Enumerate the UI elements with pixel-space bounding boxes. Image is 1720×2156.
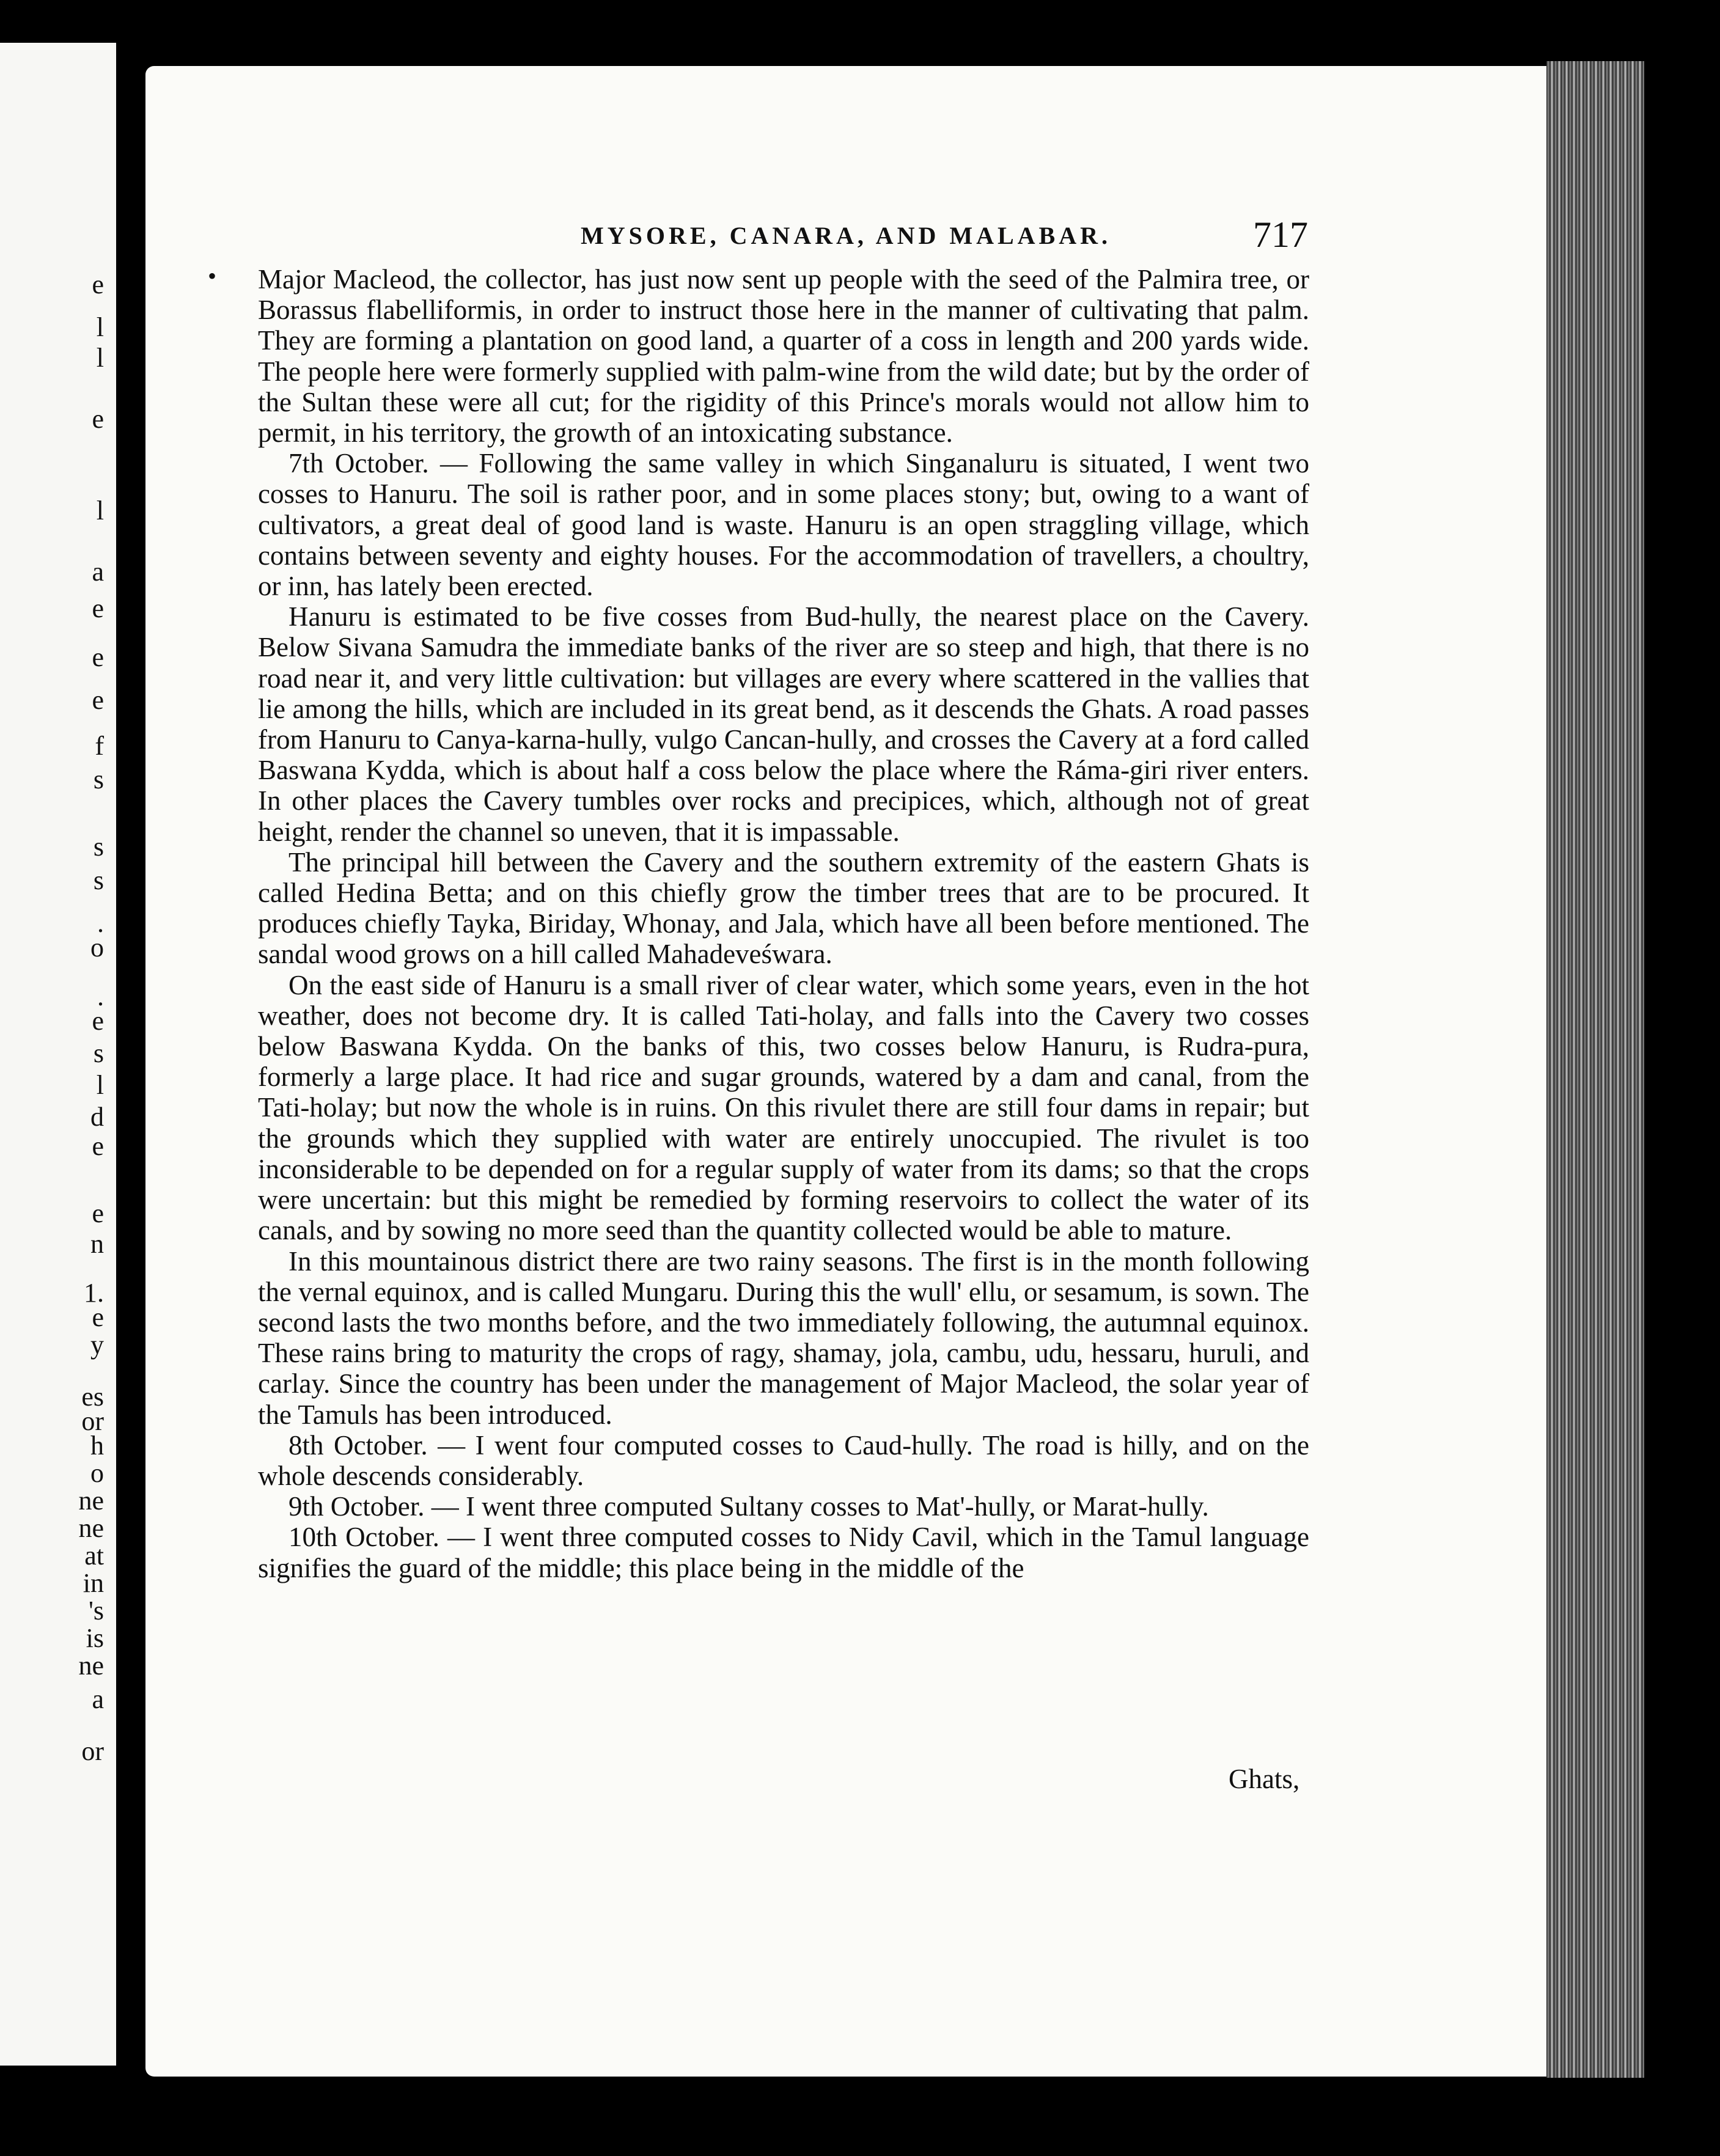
left-fragment: d: [90, 1102, 104, 1132]
paragraph: In this mountainous district there are two rainy seasons. The first is in the month following the vernal equinox, and is called Mungaru. During this the wull' ellu, or sesamum, is sown. The second lasts the two months before, and the two immediately following, the autumnal equinox. These rains bring to maturity the crops of ragy, shamay, jola, cambu, udu, hessaru, huruli, and carlay. Since the country has been under the management of Major Macleod, the solar year of the Tamuls has been introduced.: [258, 1245, 1309, 1430]
paragraph: Hanuru is estimated to be five cosses from Bud-hully, the nearest place on the Cavery. Below Sivana Samudra the immediate banks of the river are so steep and high, that there is no road near it, and very little cultivation: but villages are every where scattered in the vallies that lie among the hills, which are included in its great bend, as it descends the Ghats. A road passes from Hanuru to Canya-karna-hully, vulgo Cancan-hully, and crosses the Cavery at a ford called Baswana Kydda, which is about half a coss below the place where the Ráma-giri river enters. In other places the Cavery tumbles over rocks and precipices, which, although not of great height, render the channel so uneven, that it is impassable.: [258, 601, 1309, 847]
left-fragment: e: [92, 1131, 104, 1161]
left-fragment: in: [83, 1568, 104, 1598]
margin-bullet: •: [208, 262, 217, 290]
left-fragment: e: [92, 1198, 104, 1228]
left-fragment: y: [90, 1330, 104, 1360]
left-fragment: e: [92, 404, 104, 434]
left-fragment: a: [92, 1684, 104, 1714]
left-fragment: e: [92, 593, 104, 623]
paragraph: 10th October. — I went three computed cosses to Nidy Cavil, which in the Tamul language signifies the guard of the middle; this place being in the middle of the: [258, 1522, 1309, 1583]
left-fragment: is: [86, 1623, 104, 1653]
left-fragment: o: [90, 933, 104, 963]
page-edges: [1546, 61, 1644, 2078]
left-fragment: s: [93, 1038, 104, 1068]
paragraph: Major Macleod, the collector, has just now sent up people with the seed of the Palmira tree, or Borassus flabelliformis, in order to instruct those here in the manner of cultivating that palm. They are forming a plantation on good land, a quarter of a coss in length and 200 yards wide. The people here were formerly supplied with palm-wine from the wild date; but by the order of the Sultan these were all cut; for the rigidity of this Prince's morals would not allow him to permit, in his territory, the growth of an intoxicating substance.: [258, 264, 1309, 449]
paragraph: On the east side of Hanuru is a small river of clear water, which some years, even in the hot weather, does not become dry. It is called Tati-holay, and falls into the Cavery two cosses below Baswana Kydda. On the banks of this, two cosses below Hanuru, is Rudra-pura, formerly a large place. It had rice and sugar grounds, watered by a dam and canal, from the Tati-holay; but now the whole is in ruins. On this rivulet there are still four dams in repair; but the grounds which they supplied with water are entirely unoccupied. The rivulet is too inconsiderable to be depended on for a regular supply of water from its dams; so that the crops were uncertain: but this might be remedied by forming reservoirs to collect the water of its canals, and by sowing no more seed than the quantity collected would be able to mature.: [258, 969, 1309, 1246]
paragraph: 8th October. — I went four computed cosses to Caud-hully. The road is hilly, and on the whole descends considerably.: [258, 1429, 1309, 1491]
catchword: Ghats,: [1229, 1764, 1300, 1794]
left-fragment: e: [92, 1302, 104, 1332]
left-fragment: h: [90, 1431, 104, 1461]
left-fragment: at: [84, 1541, 104, 1571]
left-fragment: f: [95, 731, 104, 761]
left-fragment: or: [81, 1736, 104, 1766]
left-fragment: o: [90, 1458, 104, 1488]
left-fragment: e: [92, 685, 104, 715]
running-head: MYSORE, CANARA, AND MALABAR.: [581, 222, 1111, 249]
left-fragment: e: [92, 1006, 104, 1036]
left-fragment: ne: [78, 1513, 104, 1543]
left-fragment: 1.: [84, 1278, 104, 1308]
left-fragment: s: [93, 765, 104, 794]
left-fragment: ne: [78, 1651, 104, 1681]
left-fragment: 's: [88, 1596, 104, 1626]
left-fragment: l: [96, 312, 104, 342]
left-fragment: s: [93, 832, 104, 862]
left-page: [0, 43, 116, 2066]
left-fragment: .: [97, 908, 104, 938]
paragraph: The principal hill between the Cavery and the southern extremity of the eastern Ghats is called Hedina Betta; and on this chiefly grow the timber trees that are to be procured. It produces chiefly Tayka, Biriday, Whonay, and Jala, which have all been before mentioned. The sandal wood grows on a hill called Mahadeveśwara.: [258, 846, 1309, 970]
body-text: [258, 264, 1309, 1583]
left-fragment: s: [93, 865, 104, 895]
left-fragment: .: [97, 981, 104, 1011]
left-fragment: e: [92, 642, 104, 672]
page-number: 717: [1253, 215, 1308, 255]
left-fragment: es: [81, 1382, 104, 1412]
left-fragment: or: [81, 1406, 104, 1436]
paragraph: 7th October. — Following the same valley in which Singanaluru is situated, I went two cosses to Hanuru. The soil is rather poor, and in some places stony; but, owing to a want of cultivators, a great deal of good land is waste. Hanuru is an open straggling village, which contains between seventy and eighty houses. For the accommodation of travellers, a choultry, or inn, has lately been erected.: [258, 448, 1309, 602]
left-fragment: l: [96, 343, 104, 373]
left-fragment: l: [96, 1070, 104, 1100]
left-fragment: n: [90, 1229, 104, 1259]
paragraph: 9th October. — I went three computed Sultany cosses to Mat'-hully, or Marat-hully.: [289, 1491, 1209, 1522]
left-fragment: a: [92, 557, 104, 587]
left-fragment: e: [92, 270, 104, 299]
left-fragment: ne: [78, 1486, 104, 1516]
left-fragment: l: [96, 496, 104, 526]
